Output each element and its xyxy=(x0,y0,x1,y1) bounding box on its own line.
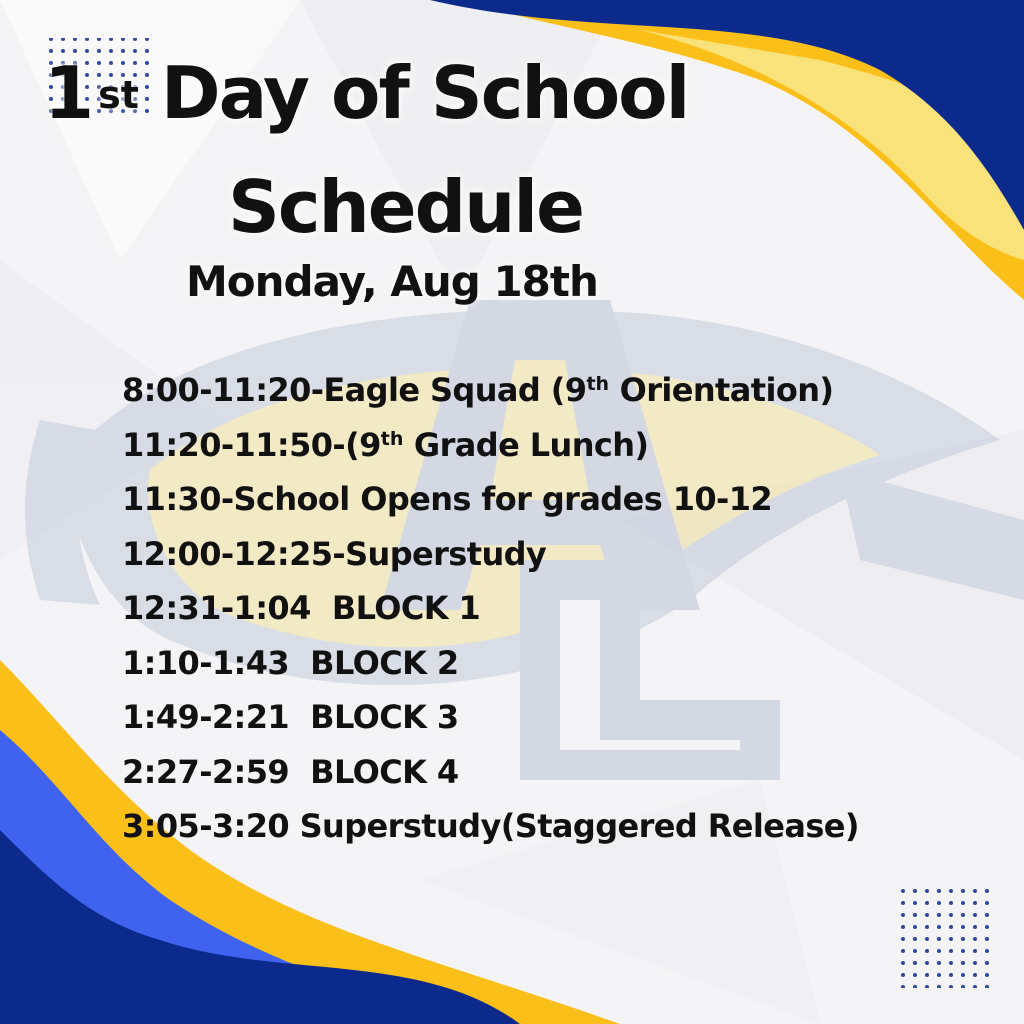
title-line-1-rest: Day of School xyxy=(160,51,689,135)
title-line-1 xyxy=(44,48,688,138)
title-number: 1 xyxy=(44,51,93,135)
schedule-item: 1:49-2:21 BLOCK 3 xyxy=(122,698,459,736)
schedule-list xyxy=(122,363,859,854)
title-line-2: Schedule xyxy=(228,165,583,249)
schedule-item: 8:00-11:20-Eagle Squad (9th Orientation) xyxy=(122,371,834,409)
schedule-item: 11:20-11:50-(9th Grade Lunch) xyxy=(122,425,649,464)
bottom-right-dot-grid xyxy=(896,888,992,988)
schedule-item: 12:31-1:04 BLOCK 1 xyxy=(122,589,481,627)
schedule-item: 3:05-3:20 Superstudy(Staggered Release) xyxy=(122,807,859,845)
schedule-item: 12:00-12:25-Superstudy xyxy=(122,534,547,573)
schedule-item: 2:27-2:59 BLOCK 4 xyxy=(122,752,459,791)
schedule-item: 1:10-1:43 BLOCK 2 xyxy=(122,643,459,682)
title-ordinal: st xyxy=(98,73,139,117)
date-subtitle: Monday, Aug 18th xyxy=(186,257,598,306)
schedule-item: 11:30-School Opens for grades 10-12 xyxy=(122,480,773,518)
